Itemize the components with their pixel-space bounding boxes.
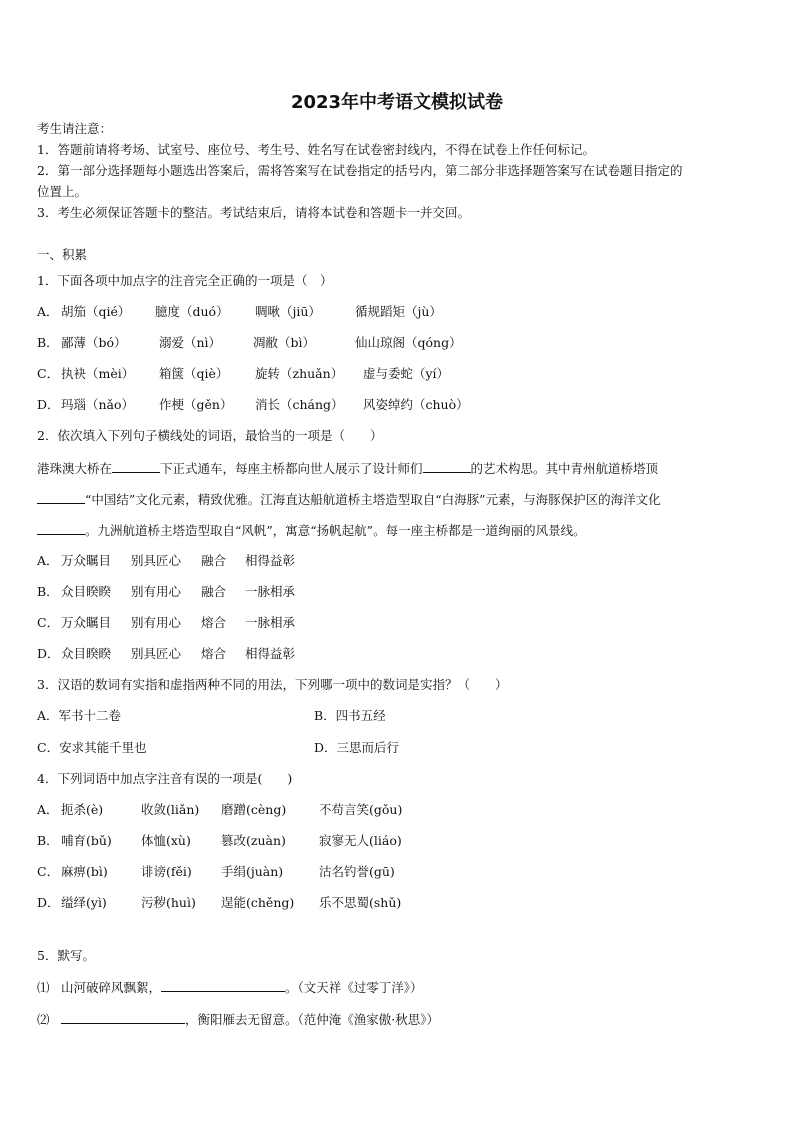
- question-2-passage-line: 港珠澳大桥在 下正式通车，每座主桥都向世人展示了设计师们 的艺术构思。其中青州航道桥塔顶: [37, 461, 659, 476]
- question-1-option-d: D．玛瑙（nǎo） 作梗（gěn） 消长（cháng） 风姿绰约（chuò）: [37, 397, 469, 412]
- answer-blank[interactable]: [61, 1011, 185, 1024]
- question-4-option-a: A． 扼杀(è) 收敛(liǎn) 磨蹭(cèng) 不苟言笑(gǒu): [37, 802, 403, 817]
- question-5-stem: 5．默写。: [37, 948, 95, 963]
- question-1-option-c: C． 执袂（mèi） 箱箧（qiè） 旋转（zhuǎn） 虚与委蛇（yí）: [37, 366, 450, 381]
- question-3-stem: 3．汉语的数词有实指和虚指两种不同的用法，下列哪一项中的数词是实指？（ ）: [37, 677, 508, 692]
- question-5-line-1: ⑴ 山河破碎风飘絮， 。（文天祥《过零丁洋》）: [37, 980, 423, 995]
- question-2-option-a: A． 万众瞩目 别具匠心 融合 相得益彰: [37, 553, 296, 568]
- page-title: 2023年中考语文模拟试卷: [290, 92, 504, 113]
- notice-item: 3．考生必须保证答题卡的整洁。考试结束后，请将本试卷和答题卡一并交回。: [37, 205, 470, 220]
- question-1-option-a: A． 胡笳（qié） 臆度（duó） 啁啾（jiū） 循规蹈矩（jù）: [37, 304, 442, 319]
- notice-item: 1．答题前请将考场、试室号、座位号、考生号、姓名写在试卷密封线内，不得在试卷上作任何标记。: [37, 142, 595, 157]
- question-1-option-b: B． 鄙薄（bó） 溺爱（nì） 凋敝（bì） 仙山琼阁（qóng）: [37, 335, 462, 350]
- question-2-passage-line: 。九洲航道桥主塔造型取自“风帆”，寓意“扬帆起航”。每一座主桥都是一道绚丽的风景线。: [37, 522, 586, 539]
- question-3-options-ab: A．军书十二卷 B．四书五经: [37, 708, 386, 723]
- answer-blank[interactable]: [161, 979, 285, 992]
- question-2-passage-line: “中国结”文化元素，精致优雅。江海直达船航道桥主塔造型取自“白海豚”元素，与海豚保护区的海洋文化: [37, 491, 661, 508]
- question-4-option-b: B． 哺育(bǔ) 体恤(xù) 篡改(zuàn) 寂寥无人(liáo): [37, 833, 402, 848]
- answer-blank[interactable]: [423, 460, 471, 473]
- question-2-option-c: C． 万众瞩目 别有用心 熔合 一脉相承: [37, 615, 296, 630]
- answer-blank[interactable]: [37, 491, 85, 504]
- answer-blank[interactable]: [37, 522, 85, 535]
- section-heading: 一、积累: [37, 247, 88, 262]
- notice-item: 2．第一部分选择题每小题选出答案后，需将答案写在试卷指定的括号内，第二部分非选择题答案写在试卷题目指定的: [37, 163, 683, 178]
- question-4-stem: 4．下列词语中加点字注音有误的一项是( ): [37, 771, 293, 786]
- answer-blank[interactable]: [112, 460, 160, 473]
- question-1-stem: 1．下面各项中加点字的注音完全正确的一项是（ ）: [37, 273, 333, 288]
- question-2-option-b: B． 众目睽睽 别有用心 融合 一脉相承: [37, 584, 296, 599]
- notice-heading: 考生请注意：: [37, 121, 113, 136]
- notice-item: 位置上。: [37, 184, 88, 199]
- question-3-options-cd: C．安求其能千里也 D．三思而后行: [37, 740, 400, 755]
- question-4-option-c: C． 麻痹(bì) 诽谤(fěi) 手绢(juàn) 沽名钓誉(gū): [37, 864, 395, 879]
- question-5-line-2: ⑵ ，衡阳雁去无留意。（范仲淹《渔家傲·秋思》）: [37, 1012, 439, 1027]
- question-2-option-d: D．众目睽睽 别具匠心 熔合 相得益彰: [37, 646, 296, 661]
- question-4-option-d: D．缢绎(yì) 污秽(huì) 逞能(chěng) 乐不思蜀(shǔ): [37, 895, 402, 910]
- question-2-stem: 2．依次填入下列句子横线处的词语，最恰当的一项是（ ）: [37, 428, 383, 443]
